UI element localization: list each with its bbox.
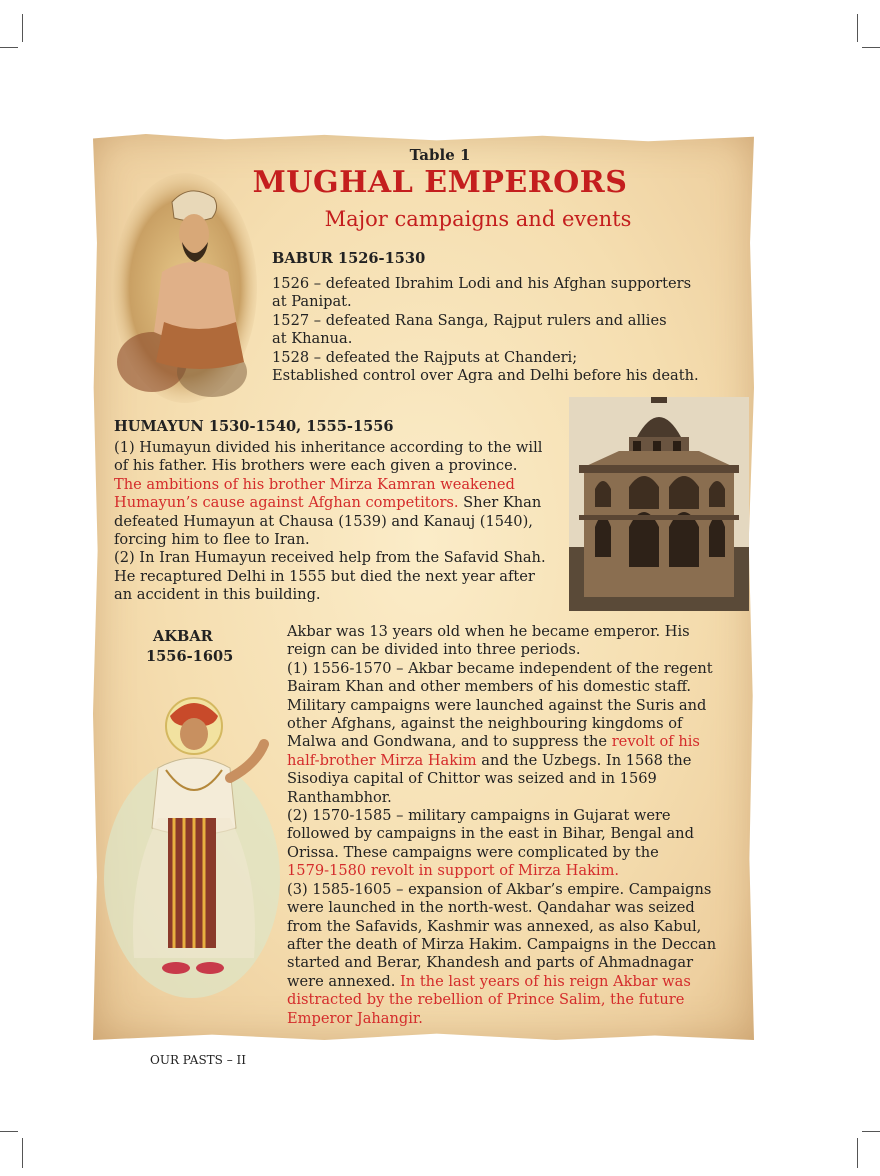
akbar-line: Sisodiya capital of Chittor was seized and in 1569 [287, 770, 657, 788]
page-footer: OUR PASTS – II [150, 1053, 246, 1067]
crop-mark [22, 1138, 23, 1168]
crop-mark [0, 47, 18, 48]
humayun-line: of his father. His brothers were each given a province. [114, 457, 518, 475]
humayun-highlight-line: The ambitions of his brother Mirza Kamran weakened [114, 475, 515, 493]
akbar-line: (3) 1585-1605 – expansion of Akbar’s empire. Campaigns [287, 880, 712, 898]
akbar-line: (1) 1556-1570 – Akbar became independent of the regent [287, 659, 713, 677]
page-subtitle: Major campaigns and events [324, 207, 632, 231]
akbar-portrait-image [100, 668, 284, 1018]
crop-mark [862, 1131, 880, 1132]
babur-heading: BABUR 1526-1530 [272, 250, 426, 267]
akbar-line: reign can be divided into three periods. [287, 641, 581, 659]
humayun-line: (2) In Iran Humayun received help from the Safavid Shah. [114, 549, 546, 567]
humayun-highlight-line: Humayun’s cause against Afghan competitors. [114, 494, 459, 512]
babur-event-line: 1528 – defeated the Rajputs at Chanderi; [272, 348, 578, 366]
akbar-line: were annexed. [287, 972, 401, 990]
akbar-highlight-text: half-brother Mirza Hakim [287, 751, 477, 769]
babur-portrait-image [112, 172, 258, 404]
babur-event-line: Established control over Agra and Delhi before his death. [272, 367, 699, 385]
akbar-line: were launched in the north-west. Qandahar was seized [287, 899, 695, 917]
akbar-line: after the death of Mirza Hakim. Campaigns in the Deccan [287, 935, 717, 953]
babur-events [272, 275, 699, 385]
humayun-heading: HUMAYUN 1530-1540, 1555-1556 [114, 418, 394, 435]
babur-event-line: 1526 – defeated Ibrahim Lodi and his Afghan supporters [272, 275, 692, 292]
akbar-line: started and Berar, Khandesh and parts of Ahmadnagar [287, 954, 694, 972]
table-label: Table 1 [409, 146, 471, 164]
akbar-line: other Afghans, against the neighbouring kingdoms of [287, 715, 683, 733]
humayun-line: defeated Humayun at Chausa (1539) and Kanauj (1540), [114, 512, 533, 530]
akbar-line: Malwa and Gondwana, and to suppress the [287, 733, 612, 751]
akbar-highlight-text: 1579-1580 revolt in support of Mirza Hakim. [287, 862, 620, 880]
babur-event-line: 1527 – defeated Rana Sanga, Rajput rulers and allies [272, 311, 667, 329]
humayun-events [114, 439, 546, 605]
crop-mark [862, 47, 880, 48]
crop-mark [857, 1138, 858, 1168]
humayun-line: forcing him to flee to Iran. [114, 531, 310, 549]
akbar-highlight-text: In the last years of his reign Akbar was [400, 972, 691, 990]
akbar-highlight-text: distracted by the rebellion of Prince Salim, the future [287, 991, 685, 1009]
humayun-line: Sher Khan [458, 494, 542, 512]
babur-event-line: at Panipat. [272, 293, 352, 311]
akbar-events [287, 623, 716, 1028]
akbar-line: Akbar was 13 years old when he became emperor. His [287, 623, 690, 640]
sher-mandal-building-image [569, 397, 749, 611]
humayun-line: He recaptured Delhi in 1555 but died the next year after [114, 567, 535, 585]
akbar-line: and the Uzbegs. In 1568 the [476, 751, 692, 769]
page-title: MUGHAL EMPERORS [252, 165, 628, 200]
akbar-line: from the Safavids, Kashmir was annexed, as also Kabul, [287, 917, 702, 935]
akbar-line: Ranthambhor. [287, 788, 392, 806]
akbar-line: followed by campaigns in the east in Bihar, Bengal and [287, 825, 694, 843]
crop-mark [857, 14, 858, 42]
akbar-heading-name: AKBAR [153, 628, 213, 645]
babur-event-line: at Khanua. [272, 330, 353, 348]
akbar-heading-years: 1556-1605 [146, 648, 234, 665]
humayun-line: an accident in this building. [114, 586, 321, 604]
akbar-line: Bairam Khan and other members of his domestic staff. [287, 678, 692, 696]
crop-mark [22, 14, 23, 42]
akbar-line: (2) 1570-1585 – military campaigns in Gujarat were [287, 807, 671, 825]
akbar-line: Orissa. These campaigns were complicated by the [287, 843, 659, 861]
akbar-line: Military campaigns were launched against the Suris and [287, 696, 707, 714]
akbar-highlight-text: Emperor Jahangir. [287, 1009, 423, 1027]
crop-mark [0, 1131, 18, 1132]
akbar-highlight-text: revolt of his [611, 733, 700, 751]
humayun-line: (1) Humayun divided his inheritance according to the will [114, 439, 543, 456]
